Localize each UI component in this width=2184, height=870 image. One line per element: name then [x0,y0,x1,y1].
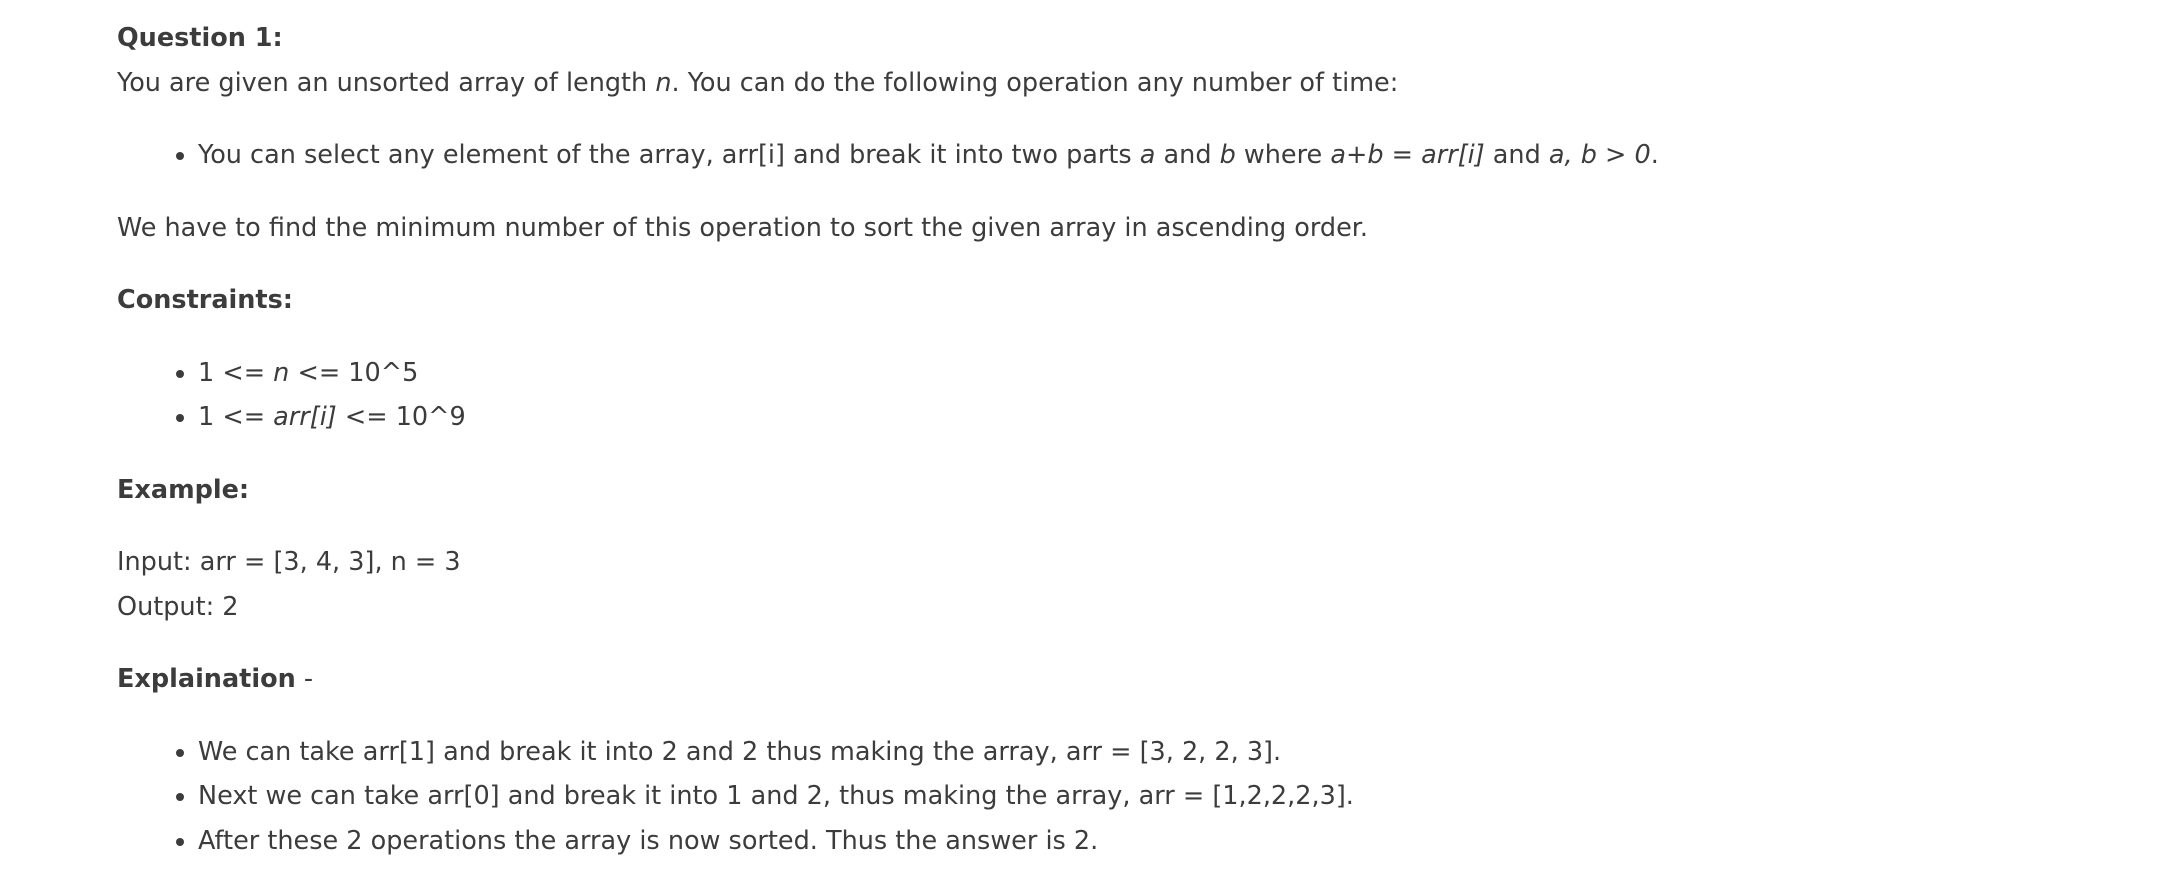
constraint-n-var: n [273,357,290,388]
explanation-list [117,730,2157,864]
example-heading: Example: [117,474,250,505]
intro-text-2: . You can do the following operation any number of time: [671,67,1399,98]
operation-var-b: b [1219,140,1236,170]
operation-item [198,133,2157,178]
operation-list [117,133,2157,178]
operation-text-2: and [1155,140,1220,170]
operation-text-5: . [1650,140,1659,170]
intro-text-1: You are given an unsorted array of length [117,67,656,98]
operation-var-a: a [1139,140,1156,170]
problem-statement [117,16,2157,863]
intro-var-n: n [655,67,672,98]
explanation-heading-suffix: - [295,664,314,694]
explanation-step: • Next we can take arr[0] and break it into 1 and 2, thus making the array, arr = [1,2,2,2,3]. [198,774,2157,819]
operation-equation: a+b = arr[i] [1330,140,1485,170]
constraint-item-n [198,351,2157,396]
explanation-step: • After these 2 operations the array is now sorted. Thus the answer is 2. [198,819,2157,864]
constraint-arr-pre: 1 <= [198,402,274,432]
constraint-n-pre: 1 <= [198,357,274,388]
constraint-arr-post: <= 10^9 [336,402,466,432]
explanation-step: • We can take arr[1] and break it into 2 and 2 thus making the array, arr = [3, 2, 2, 3]. [198,730,2157,775]
constraints-list [117,351,2157,440]
constraint-arr-var: arr[i] [273,402,337,432]
question-intro [117,61,2157,106]
example-output: Output: 2 [117,591,239,622]
question-heading: Question 1: [117,23,283,53]
constraint-n-post: <= 10^5 [289,357,419,388]
operation-text-1: You can select any element of the array, arr[i] and break it into two parts [198,140,1140,170]
operation-text-3: where [1235,140,1331,170]
explanation-heading-line [117,657,2157,702]
example-input: Input: arr = [3, 4, 3], n = 3 [117,547,461,577]
question-goal: We have to find the minimum number of this operation to sort the given array in ascending order. [117,212,1369,243]
constraints-heading: Constraints: [117,285,293,315]
explanation-heading: Explaination [117,664,296,694]
operation-text-4: and [1484,140,1549,170]
operation-condition: a, b > 0 [1548,140,1651,170]
constraint-item-arr [198,395,2157,440]
